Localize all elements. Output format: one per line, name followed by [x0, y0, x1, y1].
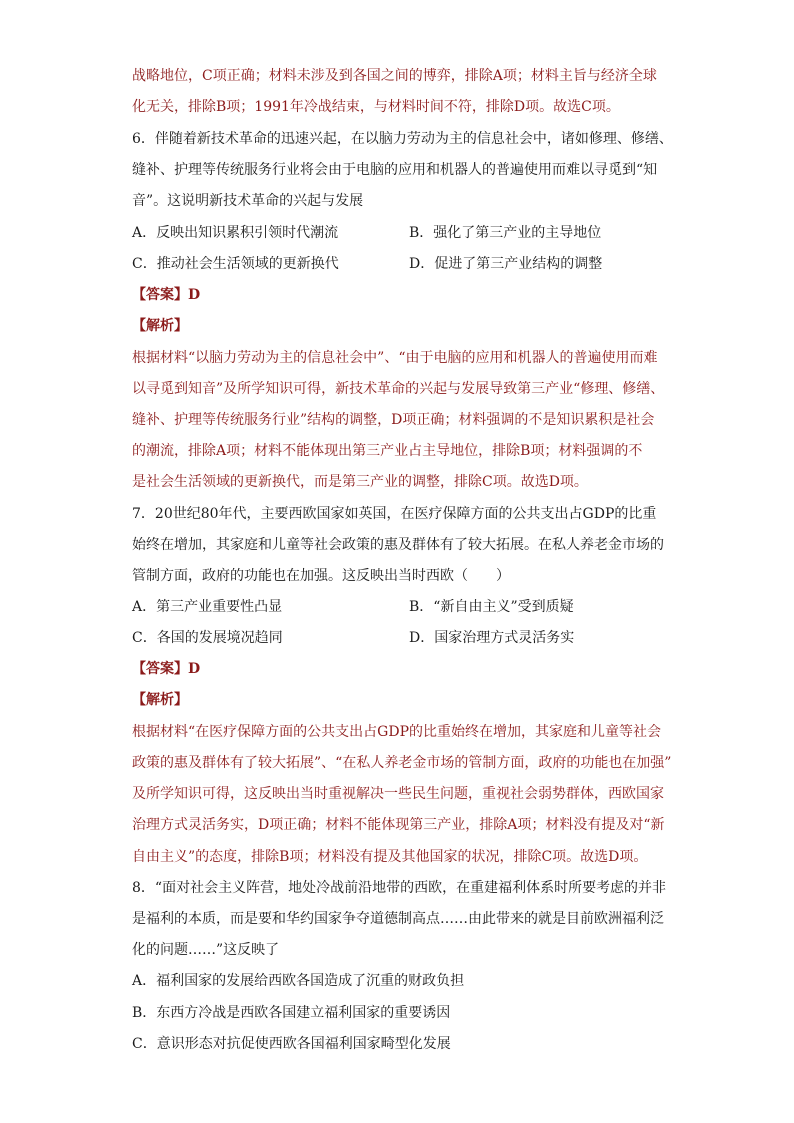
- q7-analysis-line-5: 自由主义”的态度，排除B项；材料没有提及其他国家的状况，排除C项。故选D项。: [132, 849, 648, 865]
- q8-option-b: B．东西方冷战是西欧各国建立福利国家的重要诱因: [132, 1005, 451, 1021]
- q8-option-c: C．意识形态对抗促使西欧各国福利国家畸型化发展: [132, 1036, 451, 1052]
- q6-option-b: B．强化了第三产业的主导地位: [409, 225, 602, 241]
- q6-analysis-label: 【解析】: [132, 318, 188, 334]
- q8-option-a: A．福利国家的发展给西欧各国造成了沉重的财政负担: [132, 973, 465, 989]
- q7-analysis-label: 【解析】: [132, 692, 188, 708]
- q6-stem-line-1: 6．伴随着新技术革命的迅速兴起，在以脑力劳动为主的信息社会中，诸如修理、修缮、: [132, 131, 673, 147]
- q6-stem-line-3: 音”。这说明新技术革命的兴起与发展: [132, 193, 364, 209]
- q6-analysis-line-1: 根据材料“以脑力劳动为主的信息社会中”、“由于电脑的应用和机器人的普遍使用而难: [132, 350, 658, 366]
- q7-stem-line-1: 7．20世纪80年代，主要西欧国家如英国，在医疗保障方面的公共支出占GDP的比重: [132, 506, 657, 522]
- q7-option-d: D．国家治理方式灵活务实: [409, 630, 575, 646]
- q8-stem-line-1: 8．“面对社会主义阵营，地处冷战前沿地带的西欧，在重建福利体系时所要考虑的并非: [132, 880, 667, 896]
- q7-option-a: A．第三产业重要性凸显: [132, 599, 283, 615]
- q8-stem-line-3: 化的问题……”这反映了: [132, 942, 280, 958]
- q7-analysis-line-1: 根据材料“在医疗保障方面的公共支出占GDP的比重始终在增加，其家庭和儿童等社会: [132, 724, 661, 740]
- q6-option-c: C．推动社会生活领域的更新换代: [132, 256, 339, 272]
- q7-option-c: C．各国的发展境况趋同: [132, 630, 283, 646]
- q7-analysis-line-2: 政策的惠及群体有了较大拓展”、“在私人养老金市场的管制方面，政府的功能也在加强”: [132, 755, 672, 771]
- q7-stem-line-2: 始终在增加，其家庭和儿童等社会政策的惠及群体有了较大拓展。在私人养老金市场的: [132, 537, 664, 553]
- q6-analysis-line-2: 以寻觅到知音”及所学知识可得，新技术革命的兴起与发展导致第三产业“修理、修缮、: [132, 381, 665, 397]
- q6-stem-line-2: 缝补、护理等传统服务行业将会由于电脑的应用和机器人的普遍使用而难以寻觅到“知: [132, 162, 658, 178]
- q7-option-b: B．“新自由主义”受到质疑: [409, 599, 574, 615]
- q7-stem-line-3: 管制方面，政府的功能也在加强。这反映出当时西欧（ ）: [132, 568, 510, 584]
- q6-answer: 【答案】D: [132, 287, 201, 303]
- q5-analysis-line-2: 化无关，排除B项；1991年冷战结束，与材料时间不符，排除D项。故选C项。: [132, 99, 620, 115]
- q6-option-a: A．反映出知识累积引领时代潮流: [132, 225, 339, 241]
- q7-answer: 【答案】D: [132, 661, 201, 677]
- q6-analysis-line-3: 缝补、护理等传统服务行业”结构的调整，D项正确；材料强调的不是知识累积是社会: [132, 412, 655, 428]
- q6-analysis-line-5: 是社会生活领域的更新换代，而是第三产业的调整，排除C项。故选D项。: [132, 474, 588, 490]
- q8-stem-line-2: 是福利的本质，而是要和华约国家争夺道德制高点……由此带来的就是目前欧洲福利泛: [132, 911, 664, 927]
- q6-option-d: D．促进了第三产业结构的调整: [409, 256, 603, 272]
- q7-analysis-line-4: 治理方式灵活务实，D项正确；材料不能体现第三产业，排除A项；材料没有提及对“新: [132, 817, 665, 833]
- q7-analysis-line-3: 及所学知识可得，这反映出当时重视解决一些民生问题，重视社会弱势群体，西欧国家: [132, 786, 664, 802]
- q5-analysis-line-1: 战略地位，C项正确；材料未涉及到各国之间的博弈，排除A项；材料主旨与经济全球: [132, 68, 657, 84]
- q6-analysis-line-4: 的潮流，排除A项；材料不能体现出第三产业占主导地位，排除B项；材料强调的不: [132, 443, 643, 459]
